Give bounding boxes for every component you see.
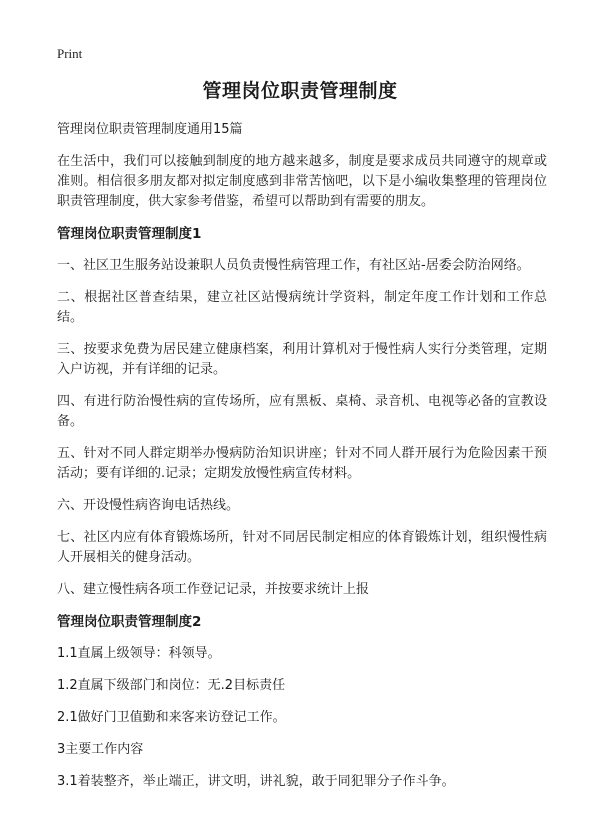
paragraph: 四、有进行防治慢性病的宣传场所，应有黑板、桌椅、录音机、电视等必备的宣教设备。: [57, 394, 547, 429]
section-heading-1: 管理岗位职责管理制度1: [57, 226, 202, 242]
paragraph: 2.1做好门卫值勤和来客来访登记工作。: [57, 710, 286, 725]
intro-paragraph: 在生活中，我们可以接触到制度的地方越来越多，制度是要求成员共同遵守的规章或准则。相信很多朋友都对拟定制度感到非常苦恼吧，以下是小编收集整理的管理岗位职责管理制度，供大家参考借鉴，希望可以帮助到有需要的朋友。: [57, 154, 547, 209]
paragraph: 1.1直属上级领导：科领导。: [57, 646, 221, 661]
section-heading-2: 管理岗位职责管理制度2: [57, 614, 202, 630]
print-link[interactable]: Print: [57, 46, 83, 61]
document-subtitle: 管理岗位职责管理制度通用15篇: [57, 122, 243, 137]
paragraph: 1.2直属下级部门和岗位：无.2目标责任: [57, 678, 286, 693]
paragraph: 八、建立慢性病各项工作登记记录，并按要求统计上报: [57, 582, 370, 597]
paragraph: 五、针对不同人群定期举办慢病防治知识讲座；针对不同人群开展行为危险因素干预活动；要有详细的.记录；定期发放慢性病宣传材料。: [57, 446, 547, 481]
paragraph: 七、社区内应有体育锻炼场所，针对不同居民制定相应的体育锻炼计划，组织慢性病人开展相关的健身活动。: [57, 530, 547, 565]
document-body: [57, 120, 547, 804]
paragraph: 3.1着装整齐，举止端正，讲文明，讲礼貌，敢于同犯罪分子作斗争。: [57, 774, 455, 789]
paragraph: 三、按要求免费为居民建立健康档案，利用计算机对于慢性病人实行分类管理，定期入户访视，并有详细的记录。: [57, 342, 547, 377]
paragraph: 六、开设慢性病咨询电话热线。: [57, 498, 240, 513]
paragraph: 3主要工作内容: [57, 742, 144, 757]
paragraph: 一、社区卫生服务站设兼职人员负责慢性病管理工作，有社区站-居委会防治网络。: [57, 258, 530, 273]
paragraph: 二、根据社区普查结果，建立社区站慢病统计学资料，制定年度工作计划和工作总结。: [57, 290, 547, 325]
page-title: 管理岗位职责管理制度: [202, 80, 398, 102]
